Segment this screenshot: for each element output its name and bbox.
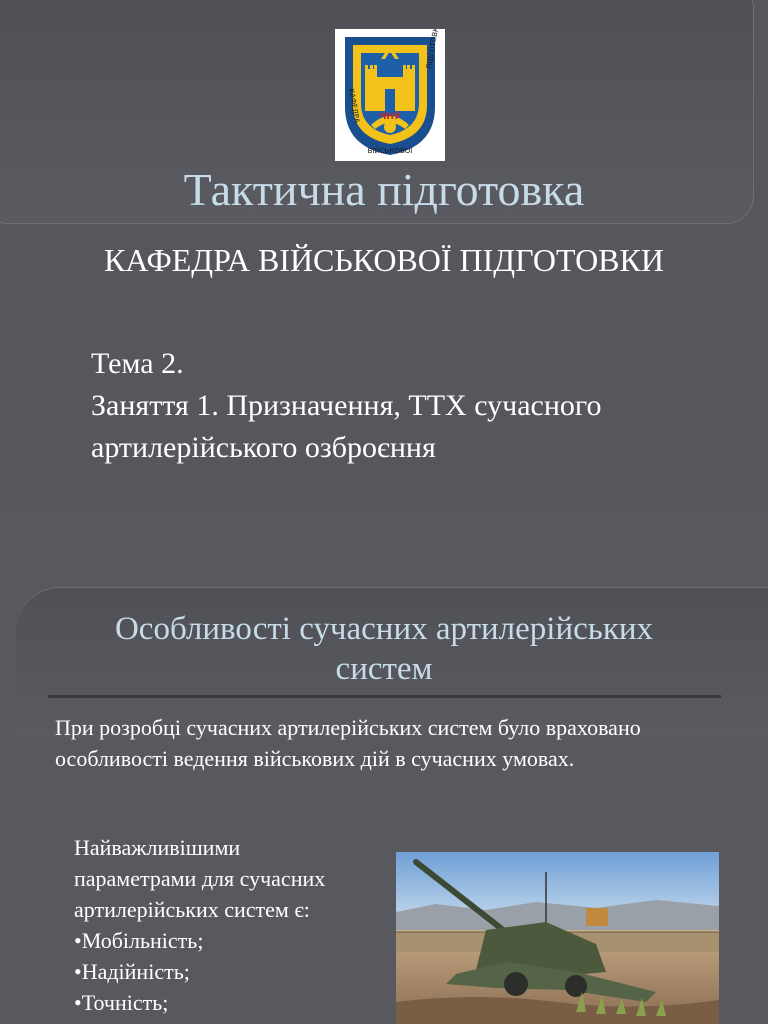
slide-title-line-1: Особливості сучасних артилерійських	[114, 611, 654, 647]
lesson-title-line-2: артилерійського озброєння	[91, 431, 436, 464]
intro-line-1: При розробці сучасних артилерійських систем було враховано	[55, 715, 641, 740]
emblem-right-text: ПІДГОТОВКИ	[425, 29, 442, 70]
intro-paragraph	[55, 712, 755, 774]
emblem-center-text: ЧНУ	[379, 112, 401, 122]
params-line-3: артилерійських систем є:	[74, 897, 310, 922]
title-divider	[48, 695, 721, 698]
slide-2	[0, 512, 768, 1024]
howitzer-image	[396, 852, 719, 1024]
emblem-bottom-text: ВІЙСЬКОВОЇ	[367, 147, 413, 155]
lesson-title-line-1: Заняття 1. Призначення, ТТХ сучасного	[91, 389, 602, 422]
intro-line-2: особливості ведення військових дій в сучасних умовах.	[55, 746, 575, 771]
bullet-item: •Точність;	[74, 990, 169, 1015]
params-line-1: Найважливішими	[74, 835, 241, 860]
department-emblem-logo	[335, 29, 445, 161]
emblem-left-text: КАФЕДРА	[347, 87, 361, 124]
params-line-2: параметрами для сучасних	[74, 866, 326, 891]
slide-title: Тактична підготовка	[183, 164, 585, 215]
howitzer-photo	[396, 852, 719, 1024]
topic-block	[91, 343, 731, 469]
parameters-list	[74, 832, 394, 1018]
department-subtitle: КАФЕДРА ВІЙСЬКОВОЇ ПІДГОТОВКИ	[104, 242, 664, 278]
emblem-graphic	[335, 29, 445, 161]
bullet-item: •Надійність;	[74, 959, 190, 984]
slide-title	[0, 609, 768, 689]
bullet-item: •Мобільність;	[74, 928, 204, 953]
topic-number: Тема 2.	[91, 347, 184, 380]
slide-title-line-2: систем	[335, 651, 433, 687]
